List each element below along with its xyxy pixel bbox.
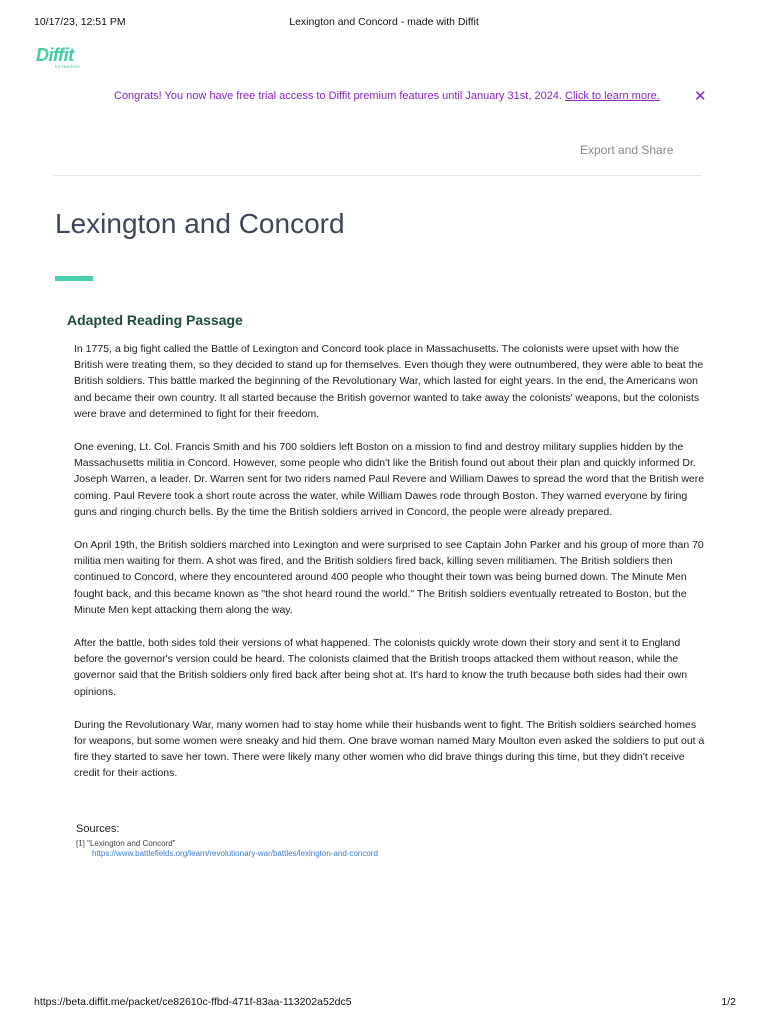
diffit-logo[interactable] bbox=[36, 46, 80, 69]
logo-word: Diffit bbox=[36, 45, 74, 65]
divider bbox=[54, 175, 702, 176]
source-link[interactable]: https://www.battlefields.org/learn/revolutionary-war/battles/lexington-and-concord bbox=[92, 849, 378, 858]
banner-message bbox=[114, 90, 660, 102]
export-share-button[interactable]: Export and Share bbox=[580, 143, 674, 157]
title-accent-bar bbox=[55, 276, 93, 281]
reading-passage bbox=[74, 341, 706, 799]
page-title: Lexington and Concord bbox=[55, 208, 345, 239]
learn-more-link[interactable]: Click to learn more. bbox=[565, 90, 660, 102]
trial-banner bbox=[0, 88, 768, 106]
passage-paragraph: During the Revolutionary War, many women had to stay home while their husbands went to fight. The British soldiers searched homes for weapons, but some women were sneaky and hid them. One brave woman named Mary Moulton even asked the soldiers to put out a fire they started to save her town. There were likely many other women who did brave things during this time, but they didn't receive credit for their actions. bbox=[74, 718, 705, 780]
passage-paragraph: One evening, Lt. Col. Francis Smith and his 700 soldiers left Boston on a mission to find and destroy military supplies hidden by the Massachusetts militia in Concord. However, some people who didn't like the British found out about their plan and quickly informed Dr. Joseph Warren, a leader. Dr. Warren sent for two riders named Paul Revere and William Dawes to spread the word that the British were coming. Paul Revere took a short route across the water, while William Dawes rode through Boston. They warned everyone by firing guns and ringing church bells. By the time the British soldiers arrived in Concord, the people were already prepared. bbox=[74, 441, 705, 518]
sources-label: Sources: bbox=[76, 823, 120, 835]
section-heading: Adapted Reading Passage bbox=[67, 312, 243, 328]
print-date: 10/17/23, 12:51 PM bbox=[34, 16, 126, 28]
source-title: [1] "Lexington and Concord" bbox=[76, 839, 176, 848]
print-title: Lexington and Concord - made with Diffit bbox=[289, 16, 479, 28]
passage-paragraph: On April 19th, the British soldiers marched into Lexington and were surprised to see Captain John Parker and his group of more than 70 militia men waiting for them. A shot was fired, and the British soldiers fired back, killing seven militiamen. The British soldiers then continued to Concord, where they encountered around 400 people who thought their town was being burned down. The Minute Men fought back, and this became known as "the shot heard round the world." The British soldiers eventually retreated to Boston, but the Minute Men kept attacking them along the way. bbox=[74, 539, 704, 616]
print-url: https://beta.diffit.me/packet/ce82610c-ffbd-471f-83aa-113202a52dc5 bbox=[34, 996, 352, 1008]
sources-section bbox=[76, 823, 378, 858]
passage-paragraph: After the battle, both sides told their versions of what happened. The colonists quickly wrote down their story and sent it to England before the governor's version could be heard. The colonists claimed that the British troops attacked them without reason, while the governor said that the British soldiers only fired back after being shot at. It's hard to know the truth because both sides had their own opinions. bbox=[74, 637, 688, 698]
print-page-number: 1/2 bbox=[721, 996, 736, 1008]
logo-subtitle: for Teachers bbox=[55, 64, 80, 69]
close-icon[interactable]: ✕ bbox=[694, 88, 707, 105]
passage-paragraph: In 1775, a big fight called the Battle of Lexington and Concord took place in Massachusetts. The colonists were upset with how the British were treating them, so they decided to stand up for themselves. Even though they were outnumbered, they were able to beat the British soldiers. This battle marked the beginning of the Revolutionary War, which lasted for eight years. In the end, the Americans won and became their own country. It all started because the British governor wanted to take away the colonists' weapons, but the colonists were brave and determined to fight for their freedom. bbox=[74, 343, 704, 420]
banner-text: Congrats! You now have free trial access to Diffit premium features until January 31st, 2024. bbox=[114, 90, 566, 102]
